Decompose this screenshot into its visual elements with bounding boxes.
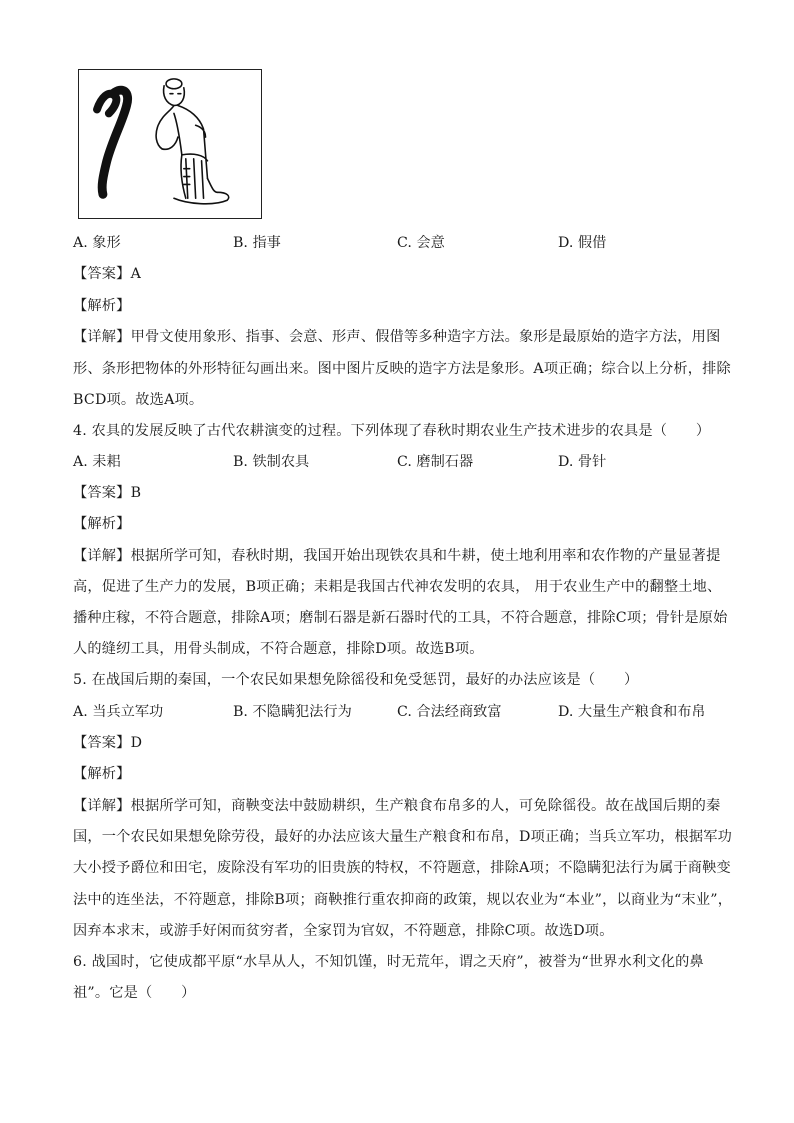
q5-detail-line-3: 大小授予爵位和田宅，废除没有军功的旧贵族的特权，不符题意，排除A项；不隐瞒犯法行为属于商鞅变 [73,860,731,876]
oracle-character-glyph [97,90,128,194]
q3-answer: 【答案】A [73,266,142,282]
q5-option-a: A. 当兵立军功 [73,704,164,720]
q5-detail-line-4: 法中的连坐法，不符题意，排除B项；商鞅推行重农抑商的政策，规以农业为“本业”，以商业为“末业”， [73,892,733,908]
pictograph-figure [78,69,262,219]
q3-option-b: B. 指事 [233,235,281,251]
q4-detail-line-3: 播种庄稼，不符合题意，排除A项；磨制石器是新石器时代的工具，不符合题意，排除C项；骨针是原始 [73,610,728,626]
q5-option-b: B. 不隐瞒犯法行为 [233,704,352,720]
human-figure-drawing [156,79,229,204]
pictograph-illustration [79,70,261,218]
q3-analysis-label: 【解析】 [73,298,131,314]
q4-option-a: A. 耒耜 [73,454,121,470]
q4-answer: 【答案】B [73,485,142,501]
q5-analysis-label: 【解析】 [73,766,131,782]
q4-analysis-label: 【解析】 [73,516,131,532]
q6-stem-line-2: 祖”。它是（ ） [73,985,196,1001]
q4-option-c: C. 磨制石器 [397,454,474,470]
q5-detail-line-1: 【详解】根据所学可知，商鞅变法中鼓励耕织，生产粮食布帛多的人，可免除徭役。故在战国后期的秦 [73,798,721,814]
q3-option-d: D. 假借 [558,235,607,251]
q4-detail-line-2: 高，促进了生产力的发展，B项正确；耒耜是我国古代神农发明的农具， 用于农业生产中的翻整土地、 [73,579,722,595]
q5-answer: 【答案】D [73,735,143,751]
q4-stem: 4. 农具的发展反映了古代农耕演变的过程。下列体现了春秋时期农业生产技术进步的农具是（ ） [73,423,711,439]
q3-detail-line-1: 【详解】甲骨文使用象形、指事、会意、形声、假借等多种造字方法。象形是最原始的造字方法，用图 [73,329,721,345]
q4-detail-line-1: 【详解】根据所学可知，春秋时期，我国开始出现铁农具和牛耕，使土地利用率和农作物的产量显著提 [73,548,721,564]
q5-detail-line-5: 因弃本求末，或游手好闲而贫穷者，全家罚为官奴，不符题意，排除C项。故选D项。 [73,923,614,939]
q3-detail-line-2: 形、条形把物体的外形特征勾画出来。图中图片反映的造字方法是象形。A项正确；综合以上分析，排除 [73,361,731,377]
q5-stem: 5. 在战国后期的秦国，一个农民如果想免除徭役和免受惩罚，最好的办法应该是（ ） [73,672,639,688]
q5-option-d: D. 大量生产粮食和布帛 [558,704,706,720]
q4-option-b: B. 铁制农具 [233,454,310,470]
q5-detail-line-2: 国，一个农民如果想免除劳役，最好的办法应该大量生产粮食和布帛，D项正确；当兵立军功，根据军功 [73,829,733,845]
q6-stem-line-1: 6. 战国时，它使成都平原“水旱从人，不知饥馑，时无荒年，谓之天府”，被誉为“世界水利文化的鼻 [73,954,704,970]
q3-option-a: A. 象形 [73,235,121,251]
q4-option-d: D. 骨针 [558,454,607,470]
q3-detail-line-3: BCD项。故选A项。 [73,392,204,408]
q4-detail-line-4: 人的缝纫工具，用骨头制成，不符合题意，排除D项。故选B项。 [73,641,484,657]
q5-option-c: C. 合法经商致富 [397,704,502,720]
q3-option-c: C. 会意 [397,235,445,251]
